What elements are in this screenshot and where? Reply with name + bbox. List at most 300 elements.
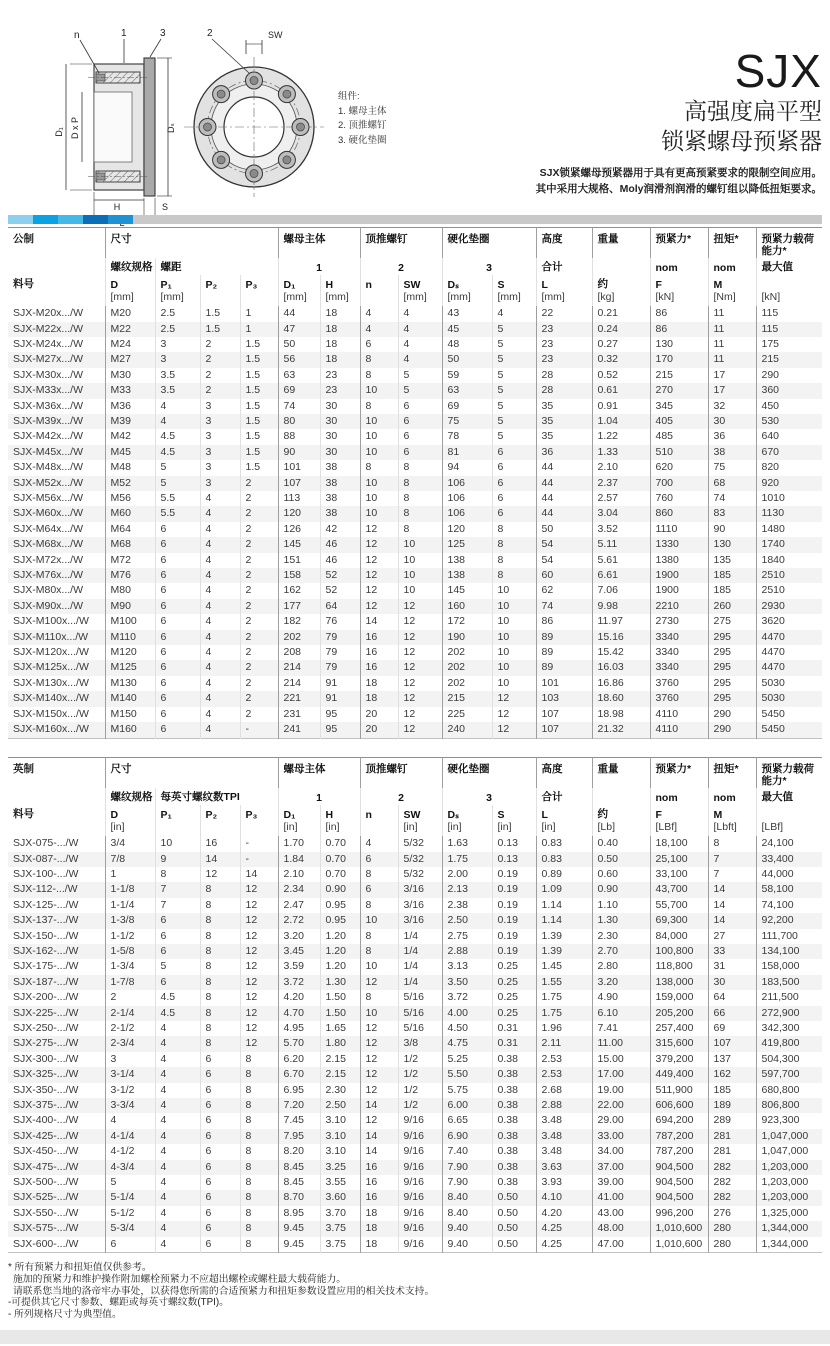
value-cell: 8 <box>492 553 536 568</box>
value-cell: 4 <box>398 322 442 337</box>
value-cell: 3/16 <box>398 882 442 897</box>
value-cell: 2.50 <box>320 1098 360 1113</box>
value-cell: 1 <box>240 306 278 321</box>
value-cell: 5450 <box>756 707 822 722</box>
part-number-cell: SJX-225-.../W <box>13 1006 79 1019</box>
value-cell: 35 <box>536 429 592 444</box>
value-cell: 5 <box>492 368 536 383</box>
value-cell: 2 <box>240 491 278 506</box>
value-cell: 5/32 <box>398 836 442 851</box>
value-cell: 6 <box>200 1190 240 1205</box>
value-cell: 3 <box>105 1052 155 1067</box>
value-cell: 8 <box>492 522 536 537</box>
value-cell: 15.00 <box>592 1052 650 1067</box>
value-cell: 34.00 <box>592 1144 650 1159</box>
value-cell: 6 <box>492 445 536 460</box>
table-row <box>8 506 822 521</box>
value-cell: 138 <box>442 553 492 568</box>
value-cell: 6 <box>155 583 200 598</box>
value-cell: M140 <box>105 691 155 706</box>
column-unit: [LBf] <box>756 821 822 836</box>
value-cell: 760 <box>650 491 708 506</box>
value-cell: 14 <box>360 1129 398 1144</box>
value-cell: 7.45 <box>278 1113 320 1128</box>
value-cell: 1.22 <box>592 429 650 444</box>
value-cell: 0.38 <box>492 1067 536 1082</box>
value-cell: 5450 <box>756 722 822 738</box>
table-row <box>8 322 822 337</box>
value-cell: 74 <box>278 399 320 414</box>
value-cell: 1-1/8 <box>105 882 155 897</box>
value-cell: 4 <box>398 306 442 321</box>
value-cell: 30 <box>708 414 756 429</box>
value-cell: 4 <box>200 599 240 614</box>
value-cell: 5 <box>398 383 442 398</box>
value-cell: 2.5 <box>155 322 200 337</box>
value-cell: 4 <box>155 1113 200 1128</box>
column-subheader: 3 <box>442 788 536 805</box>
dim-sw: SW <box>268 30 283 40</box>
part-number-cell: SJX-M160x.../W <box>13 723 89 736</box>
column-header: P₃ <box>240 275 278 291</box>
value-cell: 2.80 <box>592 959 650 974</box>
value-cell: 107 <box>536 707 592 722</box>
value-cell: 12 <box>360 583 398 598</box>
value-cell: 1.33 <box>592 445 650 460</box>
value-cell: 276 <box>708 1206 756 1221</box>
value-cell: 9/16 <box>398 1237 442 1253</box>
value-cell: 2.75 <box>442 929 492 944</box>
part-number-cell: SJX-162-.../W <box>13 944 79 957</box>
value-cell: 37.00 <box>592 1160 650 1175</box>
table-row <box>8 913 822 928</box>
column-unit: [in] <box>105 821 155 836</box>
value-cell: 8 <box>240 1129 278 1144</box>
value-cell: 95 <box>320 707 360 722</box>
value-cell: 8 <box>360 352 398 367</box>
column-unit: [mm] <box>442 291 492 306</box>
dim-d1: D₁ <box>54 127 64 137</box>
value-cell: 1.09 <box>536 882 592 897</box>
value-cell: 18,100 <box>650 836 708 851</box>
part-number-cell: SJX-M48x.../W <box>13 461 84 474</box>
table-row <box>8 1190 822 1205</box>
value-cell: 280 <box>708 1237 756 1253</box>
value-cell: 158,000 <box>756 959 822 974</box>
value-cell: 44,000 <box>756 867 822 882</box>
value-cell: 806,800 <box>756 1098 822 1113</box>
column-unit: [kN] <box>756 291 822 306</box>
value-cell: 6 <box>200 1221 240 1236</box>
value-cell: 215 <box>650 368 708 383</box>
value-cell: 904,500 <box>650 1190 708 1205</box>
column-subheader: 合计 <box>536 788 592 805</box>
table-row <box>8 1021 822 1036</box>
value-cell: 10 <box>492 676 536 691</box>
value-cell: 8 <box>360 929 398 944</box>
value-cell: 46 <box>320 553 360 568</box>
part-number-cell: SJX-M90x.../W <box>13 599 84 612</box>
column-header: D₁ <box>278 805 320 821</box>
value-cell: 3.13 <box>442 959 492 974</box>
value-cell: 2.15 <box>320 1067 360 1082</box>
value-cell: 1-3/8 <box>105 913 155 928</box>
value-cell: 10 <box>360 414 398 429</box>
column-header: P₂ <box>200 805 240 821</box>
value-cell: 8 <box>200 882 240 897</box>
column-group-header: 英制 <box>13 763 34 775</box>
table-row <box>8 990 822 1005</box>
value-cell: 0.31 <box>492 1021 536 1036</box>
value-cell: 511,900 <box>650 1083 708 1098</box>
part-number-cell: SJX-M68x.../W <box>13 538 84 551</box>
value-cell: 6 <box>360 337 398 352</box>
value-cell: 4.5 <box>155 1006 200 1021</box>
table-row <box>8 867 822 882</box>
value-cell: 44 <box>536 491 592 506</box>
value-cell: 8 <box>200 944 240 959</box>
value-cell: 4 <box>200 691 240 706</box>
column-group-header: 预紧力* <box>650 228 708 259</box>
value-cell: 44 <box>536 476 592 491</box>
value-cell: 8 <box>200 1021 240 1036</box>
value-cell: 20 <box>360 707 398 722</box>
value-cell: 2.30 <box>320 1083 360 1098</box>
value-cell: 58,100 <box>756 882 822 897</box>
value-cell: 138,000 <box>650 975 708 990</box>
table-row <box>8 1067 822 1082</box>
value-cell: 4.10 <box>536 1190 592 1205</box>
table-row <box>8 944 822 959</box>
value-cell: 2 <box>240 476 278 491</box>
value-cell: 6 <box>155 645 200 660</box>
column-unit: [in] <box>278 821 320 836</box>
value-cell: 0.61 <box>592 383 650 398</box>
value-cell: 23 <box>536 337 592 352</box>
value-cell: 8 <box>398 506 442 521</box>
part-number-cell: SJX-550-.../W <box>13 1206 79 1219</box>
value-cell: 221 <box>278 691 320 706</box>
value-cell: 1.84 <box>278 852 320 867</box>
value-cell: 1.75 <box>536 1006 592 1021</box>
value-cell: 90 <box>708 522 756 537</box>
value-cell: 215 <box>442 691 492 706</box>
value-cell: 12 <box>398 660 442 675</box>
value-cell: 2.70 <box>592 944 650 959</box>
column-header: P₁ <box>155 805 200 821</box>
value-cell: 23 <box>536 352 592 367</box>
dim-ds: Dₛ <box>166 123 176 133</box>
part-number-cell: SJX-175-.../W <box>13 960 79 973</box>
column-header: D <box>105 805 155 821</box>
value-cell: 1.04 <box>592 414 650 429</box>
value-cell: 225 <box>442 707 492 722</box>
value-cell: 10 <box>360 959 398 974</box>
value-cell: 44 <box>536 506 592 521</box>
value-cell: 33.00 <box>592 1129 650 1144</box>
value-cell: 6 <box>360 852 398 867</box>
table-row <box>8 1144 822 1159</box>
value-cell: 9/16 <box>398 1129 442 1144</box>
column-unit <box>155 821 200 836</box>
value-cell: 50 <box>442 352 492 367</box>
value-cell: 55,700 <box>650 898 708 913</box>
value-cell: 7.40 <box>442 1144 492 1159</box>
value-cell: 0.21 <box>592 306 650 321</box>
value-cell: 1 <box>240 322 278 337</box>
value-cell: 30 <box>320 429 360 444</box>
value-cell: 5.25 <box>442 1052 492 1067</box>
column-header: SW <box>398 805 442 821</box>
part-number-cell: SJX-100-.../W <box>13 867 79 880</box>
value-cell: 8 <box>200 975 240 990</box>
value-cell: 10 <box>155 836 200 851</box>
value-cell: 8 <box>360 399 398 414</box>
value-cell: 1380 <box>650 553 708 568</box>
value-cell: 12 <box>360 553 398 568</box>
legend-title: 组件: <box>338 91 360 102</box>
value-cell: 10 <box>398 553 442 568</box>
value-cell: 76 <box>320 614 360 629</box>
value-cell: 3.75 <box>320 1221 360 1236</box>
value-cell: 670 <box>756 445 822 460</box>
value-cell: 1.5 <box>240 368 278 383</box>
value-cell: 182 <box>278 614 320 629</box>
value-cell: 281 <box>708 1129 756 1144</box>
value-cell: 36 <box>708 429 756 444</box>
value-cell: 2210 <box>650 599 708 614</box>
part-number-cell: SJX-187-.../W <box>13 975 79 988</box>
value-cell: 23 <box>536 322 592 337</box>
value-cell: 90 <box>278 445 320 460</box>
value-cell: 4 <box>155 414 200 429</box>
value-cell: 8.45 <box>278 1160 320 1175</box>
value-cell: 1/4 <box>398 959 442 974</box>
bottom-bar <box>0 1330 830 1344</box>
value-cell: 1-1/4 <box>105 898 155 913</box>
part-number-cell: SJX-575-.../W <box>13 1222 79 1235</box>
value-cell: 202 <box>442 676 492 691</box>
value-cell: 215 <box>756 352 822 367</box>
value-cell: 205,200 <box>650 1006 708 1021</box>
value-cell: 46 <box>320 537 360 552</box>
value-cell: M56 <box>105 491 155 506</box>
value-cell: 6 <box>492 491 536 506</box>
value-cell: 5.70 <box>278 1036 320 1051</box>
value-cell: 8 <box>200 929 240 944</box>
value-cell: 86 <box>650 306 708 321</box>
value-cell: 6 <box>155 691 200 706</box>
value-cell: 189 <box>708 1098 756 1113</box>
value-cell: 5030 <box>756 691 822 706</box>
value-cell: 1.63 <box>442 836 492 851</box>
value-cell: 6 <box>155 975 200 990</box>
value-cell: 7 <box>155 898 200 913</box>
value-cell: 2930 <box>756 599 822 614</box>
table-row <box>8 691 822 706</box>
value-cell: 5030 <box>756 676 822 691</box>
value-cell: 0.95 <box>320 913 360 928</box>
part-number-cell: SJX-087-.../W <box>13 852 79 865</box>
value-cell: 5 <box>105 1175 155 1190</box>
front-view <box>184 28 324 197</box>
column-subheader <box>592 788 650 805</box>
value-cell: 5.61 <box>592 553 650 568</box>
table-row <box>8 352 822 367</box>
value-cell: 0.25 <box>492 990 536 1005</box>
value-cell: M30 <box>105 368 155 383</box>
value-cell: 3.70 <box>320 1206 360 1221</box>
part-number-cell: SJX-M64x.../W <box>13 522 84 535</box>
value-cell: 7.90 <box>442 1175 492 1190</box>
value-cell: 2.30 <box>592 929 650 944</box>
column-group-header: 公制 <box>13 233 34 245</box>
value-cell: 9.98 <box>592 599 650 614</box>
value-cell: 0.60 <box>592 867 650 882</box>
value-cell: 38 <box>320 476 360 491</box>
value-cell: 18 <box>320 352 360 367</box>
value-cell: 1,047,000 <box>756 1129 822 1144</box>
value-cell: 120 <box>278 506 320 521</box>
value-cell: M48 <box>105 460 155 475</box>
value-cell: 8 <box>360 460 398 475</box>
table-row <box>8 959 822 974</box>
value-cell: 22.00 <box>592 1098 650 1113</box>
value-cell: 11.00 <box>592 1036 650 1051</box>
value-cell: 30 <box>320 445 360 460</box>
value-cell: 4 <box>200 491 240 506</box>
value-cell: 4 <box>105 1113 155 1128</box>
value-cell: 14 <box>240 867 278 882</box>
value-cell: 6 <box>155 553 200 568</box>
value-cell: 8 <box>200 959 240 974</box>
table-row <box>8 707 822 722</box>
column-unit: [kN] <box>650 291 708 306</box>
value-cell: 12 <box>398 707 442 722</box>
column-header: P₂ <box>200 275 240 291</box>
column-unit <box>8 291 105 306</box>
value-cell: 4 <box>155 1237 200 1253</box>
column-subheader <box>8 258 105 275</box>
value-cell: 3 <box>200 429 240 444</box>
value-cell: 3.10 <box>320 1144 360 1159</box>
column-header: F <box>650 275 708 291</box>
value-cell: 0.38 <box>492 1083 536 1098</box>
value-cell: 6 <box>492 460 536 475</box>
column-header: D₁ <box>278 275 320 291</box>
column-header: Dₛ <box>442 805 492 821</box>
part-number-cell: SJX-500-.../W <box>13 1176 79 1189</box>
value-cell: 450 <box>756 399 822 414</box>
value-cell: 12 <box>360 1052 398 1067</box>
value-cell: 8 <box>708 836 756 851</box>
value-cell: 4.50 <box>442 1021 492 1036</box>
value-cell: 1840 <box>756 553 822 568</box>
value-cell: 6 <box>155 722 200 738</box>
value-cell: 1.5 <box>240 429 278 444</box>
table-row <box>8 1175 822 1190</box>
value-cell: - <box>240 852 278 867</box>
value-cell: 12 <box>360 1021 398 1036</box>
value-cell: 64 <box>708 990 756 1005</box>
column-subheader: 3 <box>442 258 536 275</box>
column-unit: [mm] <box>398 291 442 306</box>
value-cell: 94 <box>442 460 492 475</box>
value-cell: 21.32 <box>592 722 650 738</box>
value-cell: 3-3/4 <box>105 1098 155 1113</box>
value-cell: 10 <box>360 476 398 491</box>
value-cell: 2.13 <box>442 882 492 897</box>
value-cell: 4 <box>360 836 398 851</box>
value-cell: 3.04 <box>592 506 650 521</box>
value-cell: 1.50 <box>320 990 360 1005</box>
value-cell: 8 <box>240 1067 278 1082</box>
column-unit: [mm] <box>155 291 200 306</box>
column-header: 料号 <box>13 808 34 821</box>
column-group-header: 高度 <box>536 758 592 789</box>
column-header <box>756 805 822 821</box>
value-cell: 59 <box>442 368 492 383</box>
value-cell: - <box>240 836 278 851</box>
value-cell: 5 <box>155 476 200 491</box>
value-cell: 3340 <box>650 645 708 660</box>
value-cell: 3760 <box>650 676 708 691</box>
table-row <box>8 1221 822 1236</box>
value-cell: 1,047,000 <box>756 1144 822 1159</box>
value-cell: 0.90 <box>592 882 650 897</box>
value-cell: 240 <box>442 722 492 738</box>
value-cell: 5 <box>492 383 536 398</box>
value-cell: 2 <box>200 337 240 352</box>
value-cell: 9.45 <box>278 1221 320 1236</box>
value-cell: 2.5 <box>155 306 200 321</box>
value-cell: 12 <box>360 568 398 583</box>
value-cell: 2.10 <box>278 867 320 882</box>
table-row <box>8 399 822 414</box>
table-row <box>8 852 822 867</box>
value-cell: 9/16 <box>398 1175 442 1190</box>
value-cell: 75 <box>442 414 492 429</box>
value-cell: 3.72 <box>278 975 320 990</box>
column-unit: [in] <box>398 821 442 836</box>
value-cell: 1-1/2 <box>105 929 155 944</box>
value-cell: 1/2 <box>398 1052 442 1067</box>
value-cell: 0.19 <box>492 867 536 882</box>
value-cell: 12 <box>360 975 398 990</box>
value-cell: 17.00 <box>592 1067 650 1082</box>
value-cell: 0.70 <box>320 836 360 851</box>
value-cell: 6 <box>155 707 200 722</box>
value-cell: 6 <box>200 1160 240 1175</box>
value-cell: 106 <box>442 476 492 491</box>
value-cell: 12 <box>240 913 278 928</box>
value-cell: 19.00 <box>592 1083 650 1098</box>
part-number-cell: SJX-125-.../W <box>13 898 79 911</box>
value-cell: 23 <box>320 383 360 398</box>
part-number-cell: SJX-M150x.../W <box>13 707 89 720</box>
value-cell: M33 <box>105 383 155 398</box>
value-cell: 4 <box>155 1190 200 1205</box>
value-cell: 43,700 <box>650 882 708 897</box>
value-cell: 33,400 <box>756 852 822 867</box>
value-cell: 0.50 <box>492 1190 536 1205</box>
table-row <box>8 368 822 383</box>
part-number-cell: SJX-250-.../W <box>13 1022 79 1034</box>
value-cell: 68 <box>708 476 756 491</box>
value-cell: 137 <box>708 1052 756 1067</box>
value-cell: 6.95 <box>278 1083 320 1098</box>
value-cell: 17 <box>708 368 756 383</box>
